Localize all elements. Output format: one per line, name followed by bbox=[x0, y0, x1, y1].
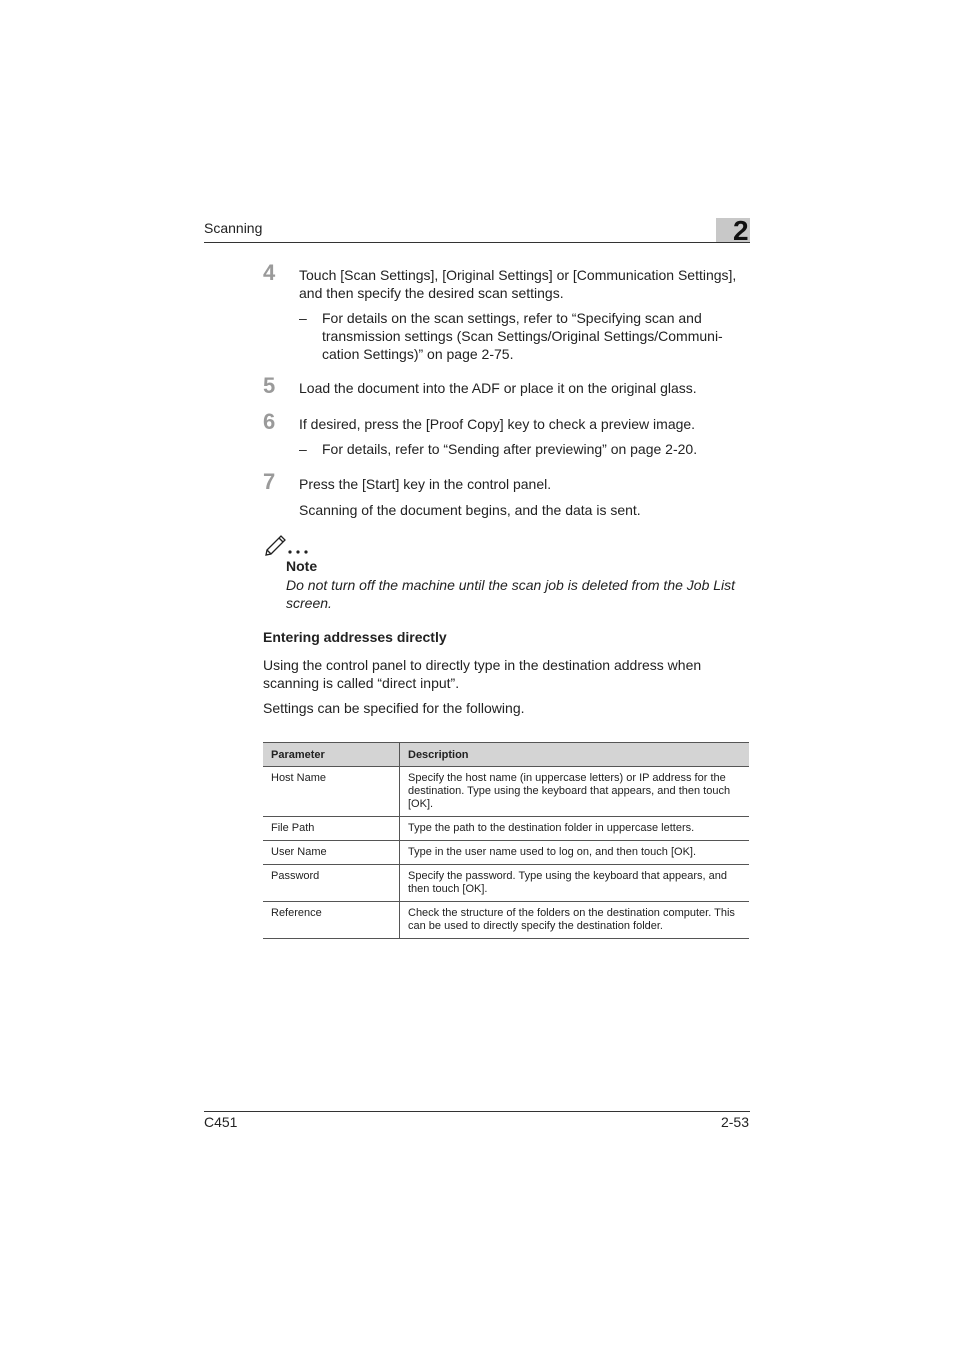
desc-line: then touch [OK]. bbox=[408, 883, 488, 895]
section-paragraph: scanning is called “direct input”. bbox=[263, 675, 460, 691]
footer-page-number: 2-53 bbox=[720, 1114, 749, 1130]
step-text: Load the document into the ADF or place it on the original glass. bbox=[299, 380, 697, 396]
parameters-table bbox=[263, 742, 749, 939]
note-text-line: screen. bbox=[286, 595, 332, 611]
desc-cell bbox=[400, 902, 750, 939]
sub-item-text: cation Settings)” on page 2-75. bbox=[322, 346, 514, 362]
table-header-row bbox=[263, 743, 749, 767]
header-rule bbox=[204, 242, 750, 243]
note-title: Note bbox=[286, 558, 318, 574]
param-cell: Password bbox=[263, 865, 400, 902]
desc-line: [OK]. bbox=[408, 798, 434, 810]
running-header-title: Scanning bbox=[204, 220, 263, 236]
note-text-line: Do not turn off the machine until the scan job is deleted from the Job List bbox=[286, 577, 736, 593]
step-number: 4 bbox=[263, 260, 276, 285]
step-number: 5 bbox=[263, 373, 276, 398]
desc-line: Specify the host name (in uppercase letters) or IP address for the bbox=[408, 772, 726, 784]
step-text: Press the [Start] key in the control panel. bbox=[299, 476, 552, 492]
desc-line: Type the path to the destination folder in uppercase letters. bbox=[408, 822, 695, 834]
param-cell: User Name bbox=[263, 841, 400, 865]
desc-line: destination. Type using the keyboard that appears, and then touch bbox=[408, 785, 731, 797]
desc-cell bbox=[400, 841, 750, 865]
table-row bbox=[263, 902, 749, 939]
desc-line: Check the structure of the folders on the destination computer. This bbox=[408, 907, 735, 919]
step-text: Touch [Scan Settings], [Original Settings] or [Communication Settings], bbox=[299, 267, 737, 283]
footer-rule bbox=[204, 1111, 750, 1112]
note-text bbox=[286, 576, 752, 612]
sub-item-text: For details on the scan settings, refer to “Specifying scan and bbox=[322, 310, 702, 326]
section-paragraph: Settings can be specified for the following. bbox=[263, 700, 525, 716]
param-cell: Host Name bbox=[263, 767, 400, 817]
column-header: Description bbox=[400, 743, 750, 767]
footer-model: C451 bbox=[204, 1114, 238, 1130]
sub-item-text: For details, refer to “Sending after previewing” on page 2-20. bbox=[322, 441, 698, 457]
step-number: 7 bbox=[263, 469, 276, 494]
column-header: Parameter bbox=[263, 743, 400, 767]
bullet-dash: – bbox=[299, 441, 307, 457]
step-text: and then specify the desired scan settings. bbox=[299, 285, 564, 301]
desc-line: Type in the user name used to log on, and then touch [OK]. bbox=[408, 846, 697, 858]
param-cell: Reference bbox=[263, 902, 400, 939]
step-text: If desired, press the [Proof Copy] key to check a preview image. bbox=[299, 416, 696, 432]
table-row bbox=[263, 817, 749, 841]
pencil-note-icon bbox=[264, 530, 312, 556]
bullet-dash: – bbox=[299, 310, 307, 326]
step-number: 6 bbox=[263, 409, 276, 434]
section-paragraph: Using the control panel to directly type in the destination address when bbox=[263, 657, 702, 673]
desc-cell bbox=[400, 865, 750, 902]
desc-cell bbox=[400, 817, 750, 841]
step-result-text: Scanning of the document begins, and the data is sent. bbox=[299, 502, 641, 518]
chapter-number: 2 bbox=[733, 215, 749, 246]
desc-line: can be used to directly specify the destination folder. bbox=[408, 920, 663, 932]
table-row bbox=[263, 767, 749, 817]
table-row bbox=[263, 865, 749, 902]
section-heading: Entering addresses directly bbox=[263, 629, 447, 645]
table-row bbox=[263, 841, 749, 865]
param-cell: File Path bbox=[263, 817, 400, 841]
desc-cell bbox=[400, 767, 750, 817]
desc-line: Specify the password. Type using the keyboard that appears, and bbox=[408, 870, 727, 882]
sub-item-text: transmission settings (Scan Settings/Original Settings/Communi- bbox=[322, 328, 723, 344]
